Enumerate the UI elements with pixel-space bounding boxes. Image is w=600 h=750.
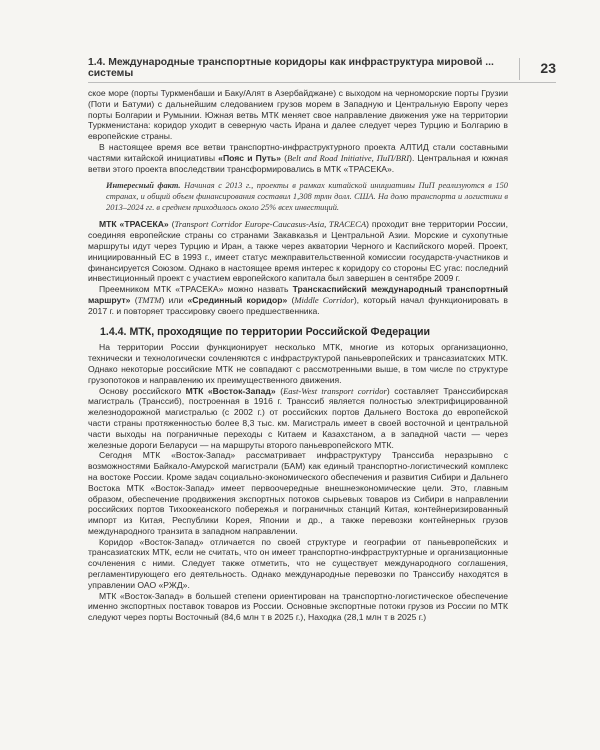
running-header: [88, 56, 556, 80]
paragraph-middle-corridor: Преемником МТК «ТРАСЕКА» можно назвать Транскаспийский международный транспортный маршрут» (ТМТМ) или «Срединный коридор» (Middle Corridor), который начал функционировать в 2017 г. и повторяет трассировку своего предшественника.: [88, 284, 508, 316]
interesting-fact-text: Начиная с 2013 г., проекты в рамках китайской инициативы ПиП реализуются в 150 странах, и общий объем финансирования составил 1,308 трлн долл. США. На долю транспорта и логистики в 2013–2024 гг. в среднем приходилось около 25% всех инвестиций.: [106, 181, 508, 213]
paragraph-traceca: МТК «ТРАСЕКА» (Transport Corridor Europe-Caucasus-Asia, TRACECA) проходит вне территории России, соединяя европейские страны со странами Закавказья и Центральной Азии. Морские и сухопутные маршруты идут через Турцию и Иран, а также через акватории Черного и Каспийского морей. Проект, инициированный ЕС в 1993 г., имеет статус межправительственной комиссии государств-участников и финансируется Союзом. Однако в настоящее время интерес к коридору со стороны ЕС угас: последний инвестиционный проект с участием европейского капитала был завершен в сентябре 2009 г.: [88, 219, 508, 284]
header-vertical-divider: [519, 58, 520, 80]
paragraph-caspian-route: ское море (порты Туркменбаши и Баку/Алят в Азербайджане) с выходом на черноморские порты Грузии (Поти и Батуми) с дальнейшим следованием грузов морем в Западную и Центральную Европу через порты Болгарии и Румынии. Южная ветвь МТК меняет свое направление движения уже на территории Туркменистана: коридор уходит в северную часть Ирана и далее следует через Турцию и Болгарию в европейские страны.: [88, 88, 508, 142]
paragraph-corridor-structure: Коридор «Восток-Запад» отличается по своей структуре и географии от паньевропейских и трансазиатских МТК, если не считать, что он имеет транспортно-инфраструктурные и организационные сочленения с ними. Следует также отметить, что не существует международного соглашения, регламентирующего его деятельность. Однако международные перевозки по Транссибу находятся в управлении ОАО «РЖД».: [88, 536, 508, 590]
paragraph-export-flows: МТК «Восток-Запад» в большей степени ориентирован на транспортно-логистическое обеспечение именно экспортных поставок товаров из России. Основные экспортные потоки грузов из России по МТК следуют через порты Восточный (84,6 млн т в 2025 г.), Находка (28,1 млн т в 2025 г.): [88, 590, 508, 623]
paragraph-bam: Сегодня МТК «Восток-Запад» рассматривает инфраструктуру Транссиба неразрывно с возможностями Байкало-Амурской магистрали (БАМ) как единый транспортно-логистический комплекс на востоке России. Кроме задач социально-экономического обеспечения и развития Сибири и Дальнего Востока МТК «Восток-Запад» имеет первоочередные внешнеэкономические цели. Это, главным образом, обеспечение продвижения экспортных потоков сырьевых товаров из Сибири в направлении российских портов Тихоокеанского побережья и пограничных станций Китая, контейнеризированный импорт из Китая, Республики Корея, Японии и др., а также перевозки контейнерных грузов международного транзита в западном направлении.: [88, 450, 508, 536]
interesting-fact-lead: Интересный факт.: [106, 181, 181, 191]
section-heading: 1.4.4. МТК, проходящие по территории Российской Федерации: [100, 325, 431, 338]
interesting-fact-box: [106, 180, 508, 213]
term-belt-and-road: «Пояс и Путь»: [218, 152, 281, 163]
term-east-west: МТК «Восток-Запад»: [185, 385, 276, 396]
term-traceca: МТК «ТРАСЕКА»: [99, 219, 169, 230]
page-body: [88, 88, 508, 742]
term-middle-corridor: «Срединный коридор»: [187, 294, 288, 305]
term-ttmt: Транскаспийский международный транспортный маршрут»: [88, 284, 508, 305]
running-head-title: 1.4. Международные транспортные коридоры как инфраструктура мировой ... системы: [88, 57, 494, 79]
paragraph-belt-and-road: В настоящее время все ветви транспортно-инфраструктурного проекта АЛТИД стали составными частями китайской инициативы «Пояс и Путь» (Belt and Road Initiative, ПиП/BRI). Центральная и южная ветви этого проекта впоследствии трансформировались в МТК «ТРАСЕКА».: [88, 141, 508, 174]
paragraph-russian-corridors: На территории России функционирует несколько МТК, многие из которых организационно, технически и технологически сочленяются с инфраструктурой паньевропейских и трансазиатских МТК. Однако некоторые российские МТК не совпадают с рассмотренными выше, в том числе по структуре грузопотоков и направлению их преимущественного движения.: [88, 342, 508, 385]
header-divider: [88, 82, 556, 83]
page-number: 23: [540, 60, 556, 76]
paragraph-east-west: Основу российского МТК «Восток-Запад» (East-West transport corridor) составляет Транссибирская магистраль (Транссиб), построенная в 1916 г. Транссиб является полностью электрифицированной железнодорожной магистралью (с 2002 г.) от российских портов Дальнего Востока до европейской части страны протяженностью более 8,3 тыс. км. Магистраль имеет в своей восточной и центральной части выходы на пограничные переходы с Китаем и Казахстаном, а в западной части — через железные дороги Беларуси — на маршруты второго паньевропейского МТК.: [88, 385, 508, 450]
